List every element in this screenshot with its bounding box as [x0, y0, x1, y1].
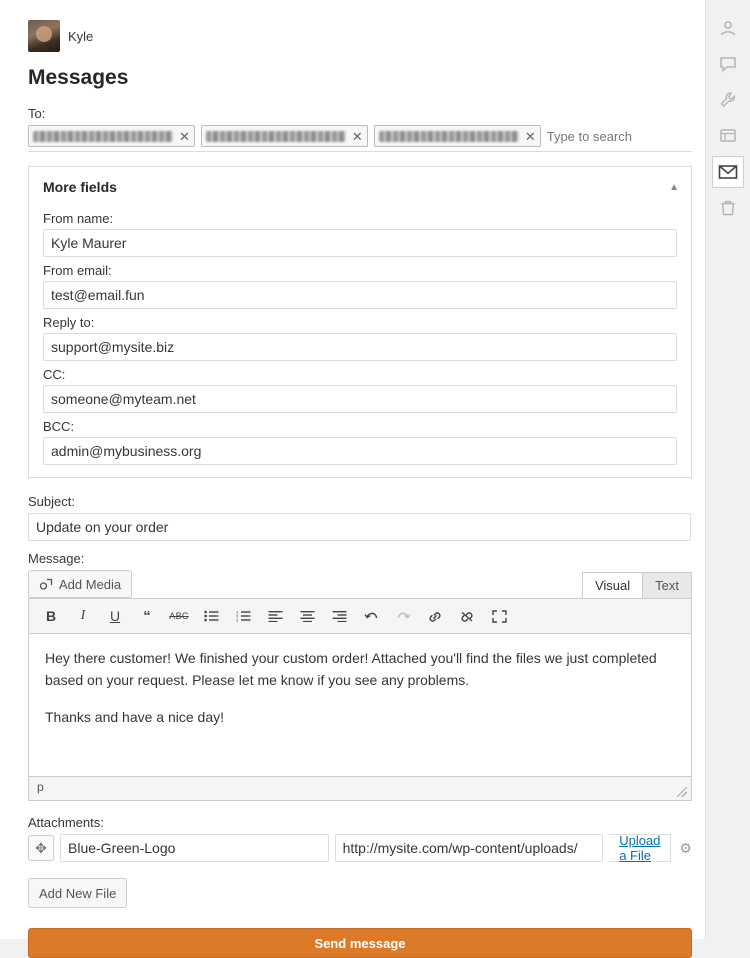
svg-text:1: 1 — [235, 609, 238, 615]
add-new-file-label: Add New File — [39, 885, 117, 901]
recipient-chip[interactable] — [28, 125, 195, 147]
right-rail — [706, 0, 750, 939]
media-icon — [39, 577, 53, 591]
editor-toolbar — [28, 598, 692, 634]
from-email-label: From email: — [43, 263, 112, 278]
recipient-email-redacted — [33, 131, 173, 142]
align-left-icon[interactable] — [259, 601, 291, 631]
align-right-icon[interactable] — [323, 601, 355, 631]
editor-top-row — [28, 570, 692, 598]
send-message-button[interactable] — [28, 928, 692, 958]
italic-icon[interactable]: I — [80, 608, 86, 623]
add-new-file-button[interactable] — [28, 878, 127, 908]
close-icon[interactable]: ✕ — [351, 128, 363, 144]
message-label: Message: — [28, 551, 85, 566]
add-media-button[interactable] — [28, 570, 132, 598]
align-center-icon[interactable] — [291, 601, 323, 631]
to-field[interactable] — [28, 125, 692, 152]
page-title: Messages — [28, 66, 129, 89]
reply-to-input[interactable] — [43, 333, 677, 361]
from-name-input[interactable] — [43, 229, 677, 257]
more-fields-header[interactable] — [29, 167, 691, 205]
subject-input[interactable] — [28, 513, 691, 541]
messages-icon[interactable] — [712, 156, 744, 188]
more-fields-body — [29, 211, 691, 477]
from-name-label: From name: — [43, 211, 114, 226]
send-message-label: Send message — [314, 935, 406, 951]
redo-icon[interactable] — [387, 601, 419, 631]
user-name: Kyle — [68, 28, 94, 44]
attachment-url-input[interactable] — [335, 834, 604, 862]
bold-icon[interactable]: B — [45, 608, 57, 624]
attachments-label: Attachments: — [28, 815, 104, 830]
undo-icon[interactable] — [355, 601, 387, 631]
blockquote-icon[interactable]: “ — [143, 607, 151, 625]
avatar — [28, 20, 60, 52]
tab-visual[interactable]: Visual — [582, 572, 643, 598]
close-icon[interactable]: ✕ — [179, 128, 190, 144]
to-label: To: — [28, 106, 46, 121]
recipient-search-input[interactable] — [547, 127, 657, 146]
editor-element-path: p — [37, 780, 44, 794]
drag-handle-icon[interactable]: ✥ — [28, 835, 54, 861]
subject-label: Subject: — [28, 494, 75, 509]
templates-icon[interactable] — [712, 120, 744, 152]
editor-tabs — [583, 572, 692, 598]
bcc-input[interactable] — [43, 437, 677, 465]
tools-icon[interactable] — [712, 84, 744, 116]
gear-icon[interactable]: ⚙ — [679, 839, 692, 856]
recipient-email-redacted — [379, 131, 519, 142]
resize-grip-icon[interactable] — [677, 787, 687, 797]
upload-file-cell — [609, 834, 671, 862]
close-icon[interactable]: ✕ — [524, 128, 536, 144]
cc-input[interactable] — [43, 385, 677, 413]
tab-text[interactable]: Text — [642, 572, 692, 598]
from-email-input[interactable] — [43, 281, 677, 309]
fullscreen-icon[interactable] — [483, 601, 515, 631]
user-row — [28, 18, 691, 54]
editor-status-bar — [28, 777, 692, 801]
recipient-email-redacted — [206, 131, 346, 142]
more-fields-title: More fields — [43, 179, 117, 195]
add-media-label: Add Media — [59, 576, 122, 592]
numbered-list-icon[interactable] — [227, 601, 259, 631]
upload-a-file-link[interactable]: Upload a File — [619, 833, 661, 863]
svg-text:3: 3 — [235, 617, 238, 623]
recipient-chip[interactable] — [374, 125, 541, 147]
attachment-row — [28, 834, 692, 862]
svg-text:2: 2 — [235, 613, 238, 619]
cc-label: CC: — [43, 367, 66, 382]
message-editor[interactable] — [28, 634, 692, 777]
more-fields-section — [28, 166, 692, 478]
chevron-up-icon[interactable]: ▲ — [669, 181, 679, 193]
trash-icon[interactable] — [712, 192, 744, 224]
reply-to-label: Reply to: — [43, 315, 95, 330]
bcc-label: BCC: — [43, 419, 75, 434]
attachment-name-input[interactable] — [60, 834, 329, 862]
strikethrough-icon[interactable]: ABC — [169, 611, 189, 621]
message-paragraph: Hey there customer! We finished your custom order! Attached you'll find the files we just completed based on your request. Please let me know if you see any problems. — [45, 650, 657, 688]
remove-link-icon[interactable] — [451, 601, 483, 631]
insert-link-icon[interactable] — [419, 601, 451, 631]
comments-icon[interactable] — [712, 48, 744, 80]
recipient-chip[interactable] — [201, 125, 368, 147]
message-paragraph: Thanks and have a nice day! — [45, 709, 225, 726]
contacts-icon[interactable] — [712, 12, 744, 44]
bulleted-list-icon[interactable] — [195, 601, 227, 631]
underline-icon[interactable]: U — [109, 608, 121, 624]
